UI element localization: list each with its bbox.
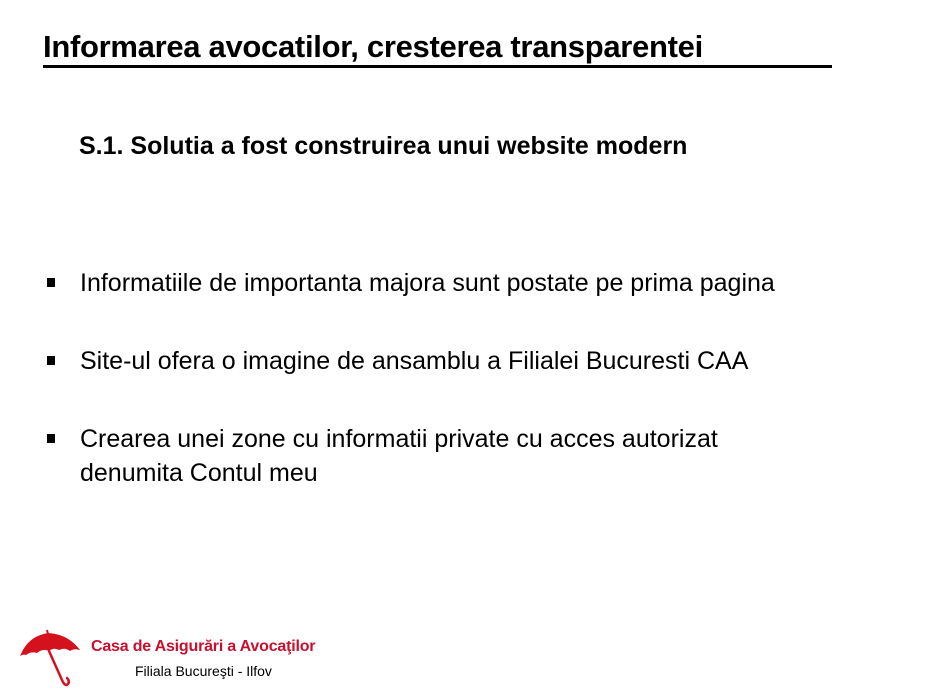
umbrella-icon [18, 628, 82, 692]
square-bullet-icon [47, 356, 55, 365]
bullet-item [44, 266, 784, 300]
square-bullet-icon [47, 434, 55, 443]
bullet-text: Site-ul ofera o imagine de ansamblu a Filialei Bucuresti CAA [80, 347, 749, 375]
title-underline [43, 65, 832, 68]
bullet-item [44, 344, 784, 378]
branch-name: Filiala Bucureşti - Ilfov [135, 663, 272, 679]
bullet-text: Crearea unei zone cu informatii private cu acces autorizat denumita Contul meu [80, 425, 718, 487]
square-bullet-icon [47, 278, 55, 287]
bullet-list [44, 266, 784, 534]
slide-subtitle: S.1. Solutia a fost construirea unui website modern [79, 132, 688, 160]
organization-name: Casa de Asigurări a Avocaţilor [91, 638, 316, 655]
bullet-text: Informatiile de importanta majora sunt postate pe prima pagina [80, 269, 775, 297]
bullet-item [44, 422, 784, 490]
slide-title: Informarea avocatilor, cresterea transparentei [43, 29, 703, 64]
footer-logo [18, 628, 338, 693]
